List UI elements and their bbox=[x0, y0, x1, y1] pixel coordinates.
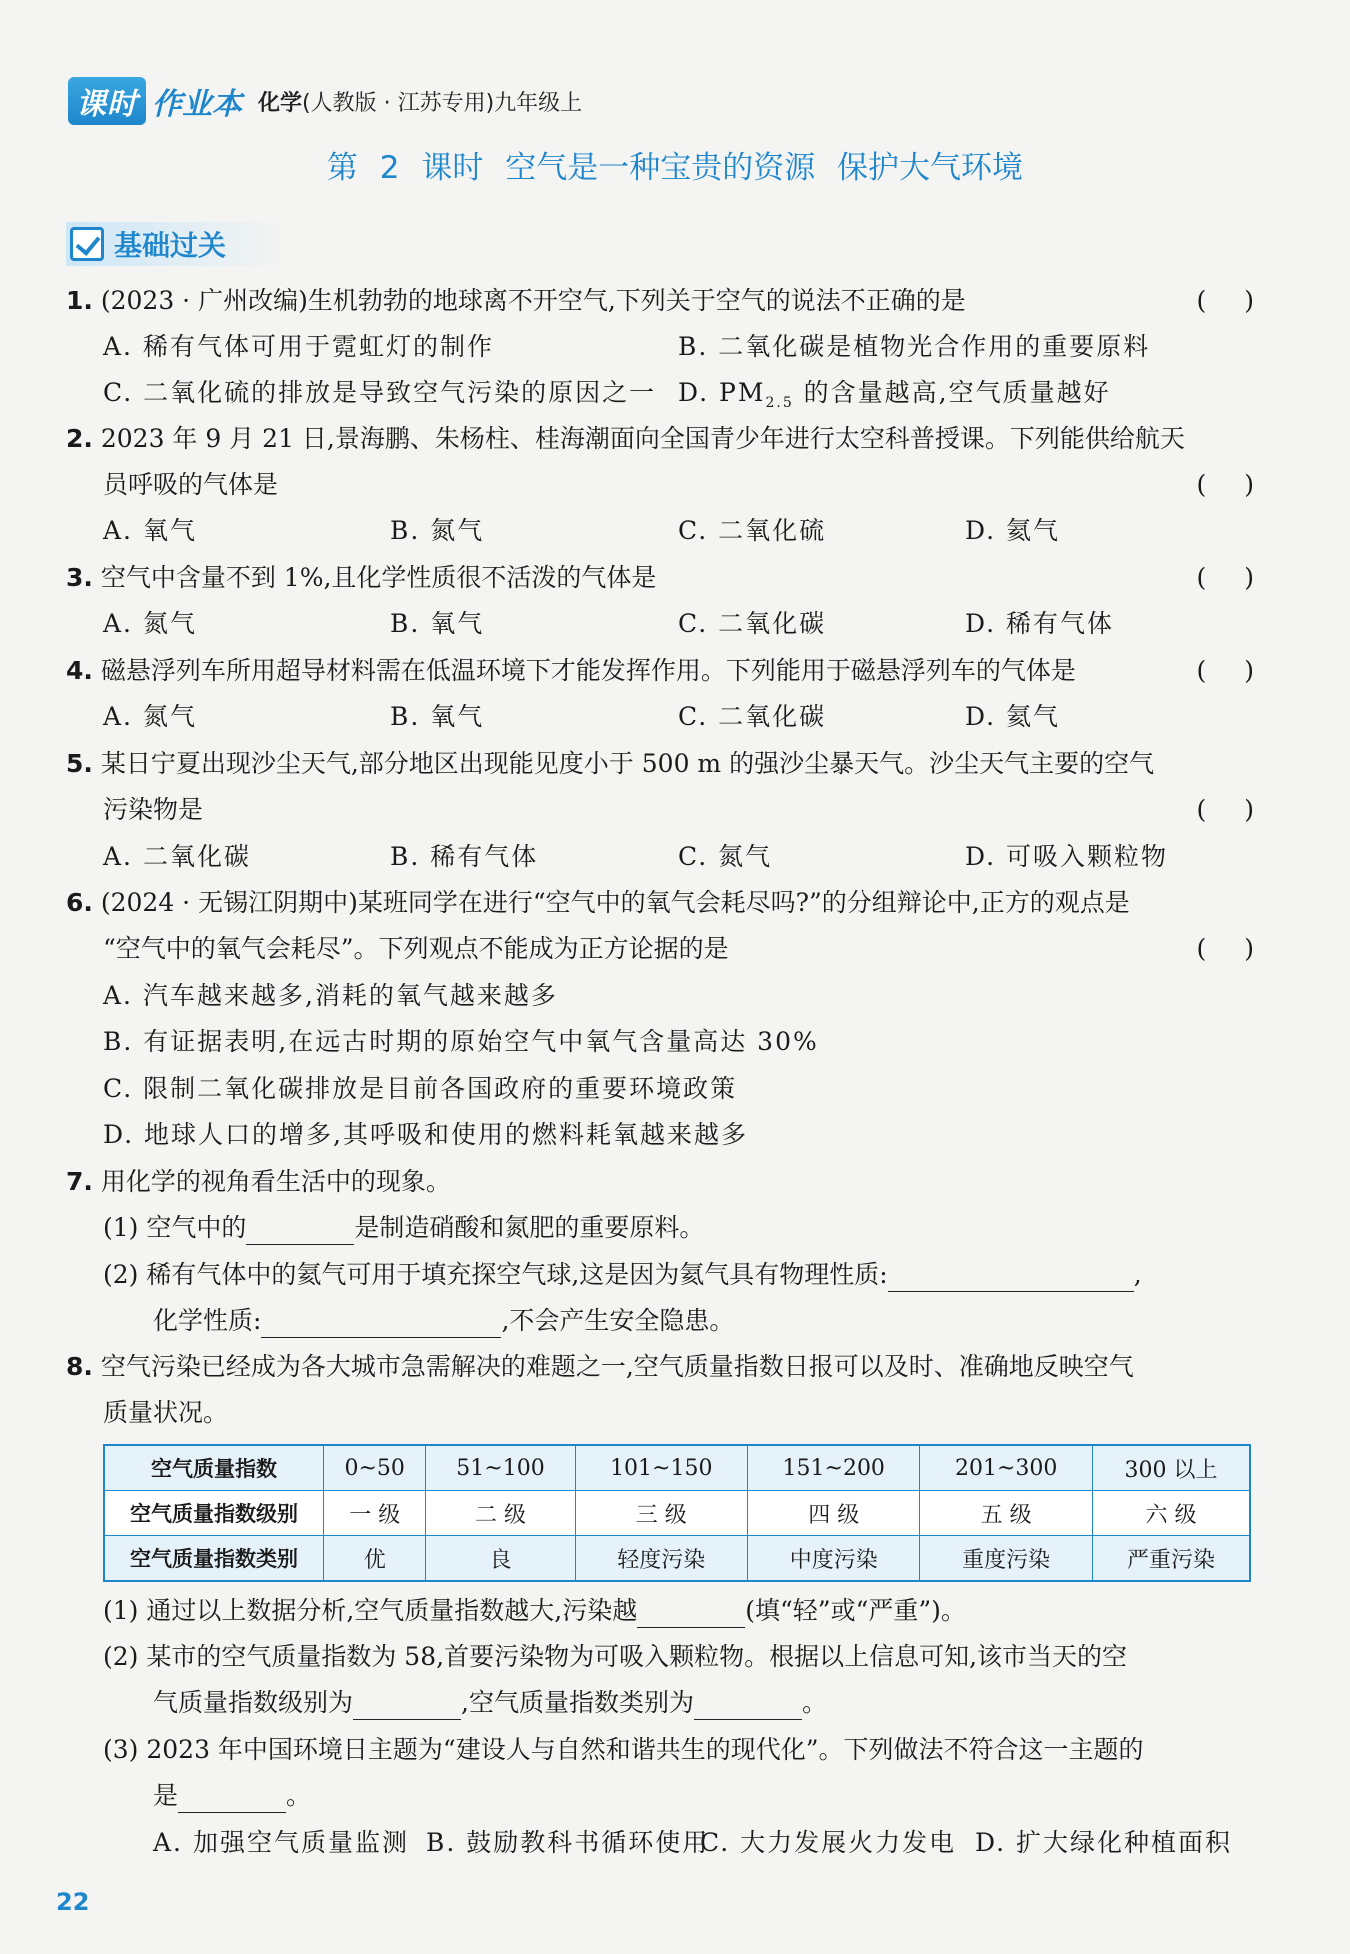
sub-question-text-rest: ,不会产生安全隐患。 bbox=[501, 1306, 735, 1335]
option-b: B. 氮气 bbox=[390, 516, 485, 545]
sub-question-3: (3) 2023 年中国环境日主题为“建设人与自然和谐共生的现代化”。下列做法不符合这一主题的 bbox=[103, 1735, 1144, 1764]
lesson-title: 第 2 课时 空气是一种宝贵的资源 保护大气环境 bbox=[326, 150, 1024, 186]
option-d: D. 氦气 bbox=[965, 702, 1061, 731]
brand-logo: 课时 bbox=[68, 77, 146, 125]
table-cell: 二 级 bbox=[426, 1491, 575, 1536]
answer-paren: ( ) bbox=[1196, 563, 1254, 592]
question-stem: 空气污染已经成为各大城市急需解决的难题之一,空气质量指数日报可以及时、准确地反映空气 bbox=[100, 1352, 1134, 1381]
option-b: B. 鼓励教科书循环使用 bbox=[426, 1828, 710, 1857]
sub-question-1 bbox=[103, 1211, 704, 1245]
option-a: A. 氮气 bbox=[103, 702, 197, 731]
table-cell: 六 级 bbox=[1092, 1491, 1250, 1536]
row-header: 空气质量指数类别 bbox=[104, 1536, 324, 1582]
sub-question-1 bbox=[103, 1594, 966, 1628]
table-cell: 201~300 bbox=[920, 1445, 1092, 1491]
answer-blank[interactable] bbox=[888, 1265, 1134, 1292]
sub-question-2-cont bbox=[153, 1686, 827, 1720]
question-stem-cont: 员呼吸的气体是 bbox=[103, 470, 279, 499]
question-number: 8. bbox=[66, 1352, 93, 1381]
sub-question-text: 是 bbox=[153, 1781, 179, 1810]
checkbox-icon bbox=[70, 227, 104, 261]
option-b: B. 二氧化碳是植物光合作用的重要原料 bbox=[678, 332, 1151, 361]
option-a: A. 加强空气质量监测 bbox=[153, 1828, 409, 1857]
question-4 bbox=[66, 654, 1076, 688]
punctuation: 。 bbox=[286, 1781, 312, 1810]
question-6 bbox=[66, 886, 1130, 920]
edition-label: (人教版 · 江苏专用)九年级上 bbox=[302, 90, 583, 116]
option-d bbox=[678, 376, 1111, 420]
sub-question-text: (2) 稀有气体中的氦气可用于填充探空气球,这是因为氦气具有物理性质: bbox=[103, 1260, 888, 1289]
question-stem-cont: “空气中的氧气会耗尽”。下列观点不能成为正方论据的是 bbox=[103, 934, 729, 963]
row-header: 空气质量指数 bbox=[104, 1445, 324, 1491]
answer-blank[interactable] bbox=[246, 1218, 354, 1245]
question-2 bbox=[66, 422, 1185, 456]
option-b: B. 氧气 bbox=[390, 702, 485, 731]
question-stem: (2023 · 广州改编)生机勃勃的地球离不开空气,下列关于空气的说法不正确的是 bbox=[100, 286, 966, 315]
option-c: C. 二氧化硫的排放是导致空气污染的原因之一 bbox=[103, 378, 657, 407]
punctuation: 。 bbox=[801, 1688, 827, 1717]
question-number: 7. bbox=[66, 1167, 93, 1196]
book-info bbox=[258, 86, 582, 117]
option-b: B. 有证据表明,在远古时期的原始空气中氧气含量高达 30% bbox=[103, 1027, 819, 1056]
table-cell: 51~100 bbox=[426, 1445, 575, 1491]
sub-question-text: 气质量指数级别为 bbox=[153, 1688, 354, 1717]
sub-question-text-rest: 是制造硝酸和氮肥的重要原料。 bbox=[354, 1213, 705, 1242]
aqi-table bbox=[103, 1444, 1251, 1582]
table-cell: 轻度污染 bbox=[575, 1536, 747, 1582]
option-d: D. 可吸入颗粒物 bbox=[965, 842, 1169, 871]
option-c: C. 二氧化硫 bbox=[678, 516, 827, 545]
question-1 bbox=[66, 284, 966, 318]
page-number: 22 bbox=[56, 1888, 90, 1916]
table-row bbox=[104, 1536, 1250, 1582]
option-c: C. 二氧化碳 bbox=[678, 702, 827, 731]
option-a: A. 二氧化碳 bbox=[103, 842, 251, 871]
option-b: B. 稀有气体 bbox=[390, 842, 539, 871]
table-cell: 五 级 bbox=[920, 1491, 1092, 1536]
answer-blank[interactable] bbox=[178, 1786, 286, 1813]
subscript: 2.5 bbox=[765, 395, 794, 411]
option-c: C. 限制二氧化碳排放是目前各国政府的重要环境政策 bbox=[103, 1074, 738, 1103]
question-number: 5. bbox=[66, 749, 93, 778]
question-stem: 某日宁夏出现沙尘天气,部分地区出现能见度小于 500 m 的强沙尘暴天气。沙尘天气主要的空气 bbox=[100, 749, 1155, 778]
option-c: C. 氮气 bbox=[678, 842, 773, 871]
option-d: D. 稀有气体 bbox=[965, 609, 1115, 638]
question-stem: 磁悬浮列车所用超导材料需在低温环境下才能发挥作用。下列能用于磁悬浮列车的气体是 bbox=[100, 656, 1076, 685]
table-cell: 三 级 bbox=[575, 1491, 747, 1536]
table-row bbox=[104, 1445, 1250, 1491]
sub-question-text-rest: (填“轻”或“严重”)。 bbox=[745, 1596, 966, 1625]
question-8 bbox=[66, 1350, 1134, 1384]
option-c: C. 大力发展火力发电 bbox=[700, 1828, 957, 1857]
answer-blank[interactable] bbox=[353, 1693, 461, 1720]
answer-paren: ( ) bbox=[1196, 286, 1254, 315]
table-cell: 0~50 bbox=[324, 1445, 426, 1491]
sub-question-3-cont bbox=[153, 1779, 311, 1813]
subject-label: 化学 bbox=[258, 90, 303, 116]
question-7 bbox=[66, 1165, 451, 1199]
question-number: 4. bbox=[66, 656, 93, 685]
question-stem: 空气中含量不到 1%,且化学性质很不活泼的气体是 bbox=[100, 563, 657, 592]
option-a: A. 氮气 bbox=[103, 609, 197, 638]
option-d-text: D. PM bbox=[678, 378, 766, 407]
sub-question-text: (1) 通过以上数据分析,空气质量指数越大,污染越 bbox=[103, 1596, 638, 1625]
brand-name: 作业本 bbox=[152, 87, 242, 122]
table-cell: 优 bbox=[324, 1536, 426, 1582]
punctuation: , bbox=[1133, 1260, 1142, 1289]
question-stem-cont: 质量状况。 bbox=[103, 1398, 229, 1427]
answer-blank[interactable] bbox=[261, 1311, 501, 1338]
answer-blank[interactable] bbox=[637, 1601, 745, 1628]
question-5 bbox=[66, 747, 1154, 781]
table-row bbox=[104, 1491, 1250, 1536]
question-stem: 2023 年 9 月 21 日,景海鹏、朱杨柱、桂海潮面向全国青少年进行太空科普授课。下列能供给航天 bbox=[100, 424, 1185, 453]
sub-question-text-mid: ,空气质量指数类别为 bbox=[461, 1688, 694, 1717]
table-cell: 四 级 bbox=[748, 1491, 920, 1536]
option-d-text-rest: 的含量越高,空气质量越好 bbox=[793, 378, 1111, 407]
option-d: D. 氦气 bbox=[965, 516, 1061, 545]
question-number: 3. bbox=[66, 563, 93, 592]
question-number: 1. bbox=[66, 286, 93, 315]
option-a: A. 稀有气体可用于霓虹灯的制作 bbox=[103, 332, 494, 361]
header bbox=[68, 78, 582, 124]
sub-question-text: (1) 空气中的 bbox=[103, 1213, 247, 1242]
table-cell: 300 以上 bbox=[1092, 1445, 1250, 1491]
option-a: A. 汽车越来越多,消耗的氧气越来越多 bbox=[103, 981, 558, 1010]
answer-paren: ( ) bbox=[1196, 470, 1254, 499]
answer-paren: ( ) bbox=[1196, 934, 1254, 963]
table-cell: 一 级 bbox=[324, 1491, 426, 1536]
sub-question-2: (2) 某市的空气质量指数为 58,首要污染物为可吸入颗粒物。根据以上信息可知,该市当天的空 bbox=[103, 1642, 1128, 1671]
question-number: 2. bbox=[66, 424, 93, 453]
question-stem: 用化学的视角看生活中的现象。 bbox=[100, 1167, 451, 1196]
section-label: 基础过关 bbox=[114, 229, 227, 262]
table-cell: 严重污染 bbox=[1092, 1536, 1250, 1582]
option-b: B. 氧气 bbox=[390, 609, 485, 638]
answer-paren: ( ) bbox=[1196, 656, 1254, 685]
option-c: C. 二氧化碳 bbox=[678, 609, 827, 638]
row-header: 空气质量指数级别 bbox=[104, 1491, 324, 1536]
section-header bbox=[66, 222, 286, 266]
question-stem-cont: 污染物是 bbox=[103, 795, 204, 824]
option-a: A. 氧气 bbox=[103, 516, 197, 545]
question-stem: (2024 · 无锡江阴期中)某班同学在进行“空气中的氧气会耗尽吗?”的分组辩论中,正方的观点是 bbox=[100, 888, 1130, 917]
sub-question-text: 化学性质: bbox=[153, 1306, 262, 1335]
sub-question-2 bbox=[103, 1258, 1142, 1292]
table-cell: 101~150 bbox=[575, 1445, 747, 1491]
table-cell: 重度污染 bbox=[920, 1536, 1092, 1582]
table-cell: 151~200 bbox=[748, 1445, 920, 1491]
question-number: 6. bbox=[66, 888, 93, 917]
answer-blank[interactable] bbox=[694, 1693, 802, 1720]
answer-paren: ( ) bbox=[1196, 795, 1254, 824]
option-d: D. 地球人口的增多,其呼吸和使用的燃料耗氧越来越多 bbox=[103, 1120, 748, 1149]
option-d: D. 扩大绿化种植面积 bbox=[975, 1828, 1233, 1857]
table-cell: 中度污染 bbox=[748, 1536, 920, 1582]
table-cell: 良 bbox=[426, 1536, 575, 1582]
sub-question-2-cont bbox=[153, 1304, 734, 1338]
question-3 bbox=[66, 561, 656, 595]
